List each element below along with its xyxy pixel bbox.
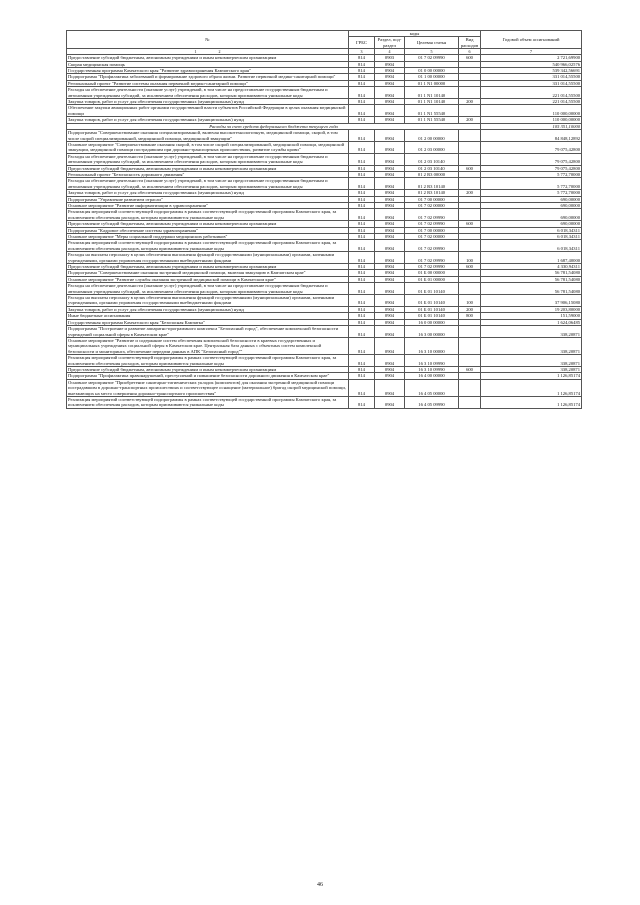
table-row [67, 379, 582, 396]
amount-cell: 5 772,70000 [481, 190, 582, 196]
amount-cell: 1 126,85174 [481, 373, 582, 379]
text-cell: Реализация мероприятий соответствующей подпрограммы в рамках соответствующей государственной программы Камчатского края, за исключением обеспечения расходов, которым присваиваются уникальные коды [67, 240, 349, 252]
text-cell: Основное мероприятие "Развитие службы оказания экстренной медицинской помощи в Камчатском крае" [67, 276, 349, 282]
text-cell: Скорая медицинская помощь [67, 61, 349, 67]
csr-cell: 16 3 10 00000 [405, 337, 459, 354]
grbs-cell: 814 [349, 196, 375, 202]
text-cell: Предоставление субсидий бюджетным, автономным учреждениям и иным некоммерческим организациям [67, 366, 349, 372]
razdel-cell: 0904 [375, 190, 405, 196]
amount-cell: 84 848,12892 [481, 130, 582, 142]
amount-cell: 79 075,42800 [481, 153, 582, 165]
table-row [67, 87, 582, 99]
csr-cell: 01 7 02 09990 [405, 209, 459, 221]
text-cell: Основное мероприятие "Развитие и содержание систем обеспечения комплексной безопасности в краевых государственных и муниципальных учреждениях социальной сферы в Камчатском крае. Центральная база данных с объектных систем комплексной безопасности и мониторинга, обеспечение передачи данных в АПК "Безопасный город"" [67, 337, 349, 354]
amount-cell: 690,00000 [481, 202, 582, 208]
grbs-cell: 814 [349, 80, 375, 86]
text-cell: Реализация мероприятий соответствующей подпрограммы в рамках соответствующей государственной программы Камчатского края, за исключением обеспечения расходов, которым присваиваются уникальные коды [67, 209, 349, 221]
subtotal-label: Расходы за счет средств федерального бюджета текущего года [67, 123, 481, 129]
amount-cell: 690,00000 [481, 196, 582, 202]
razdel-cell: 0904 [375, 221, 405, 227]
csr-cell: 01 2 00 00000 [405, 130, 459, 142]
amount-cell: 1 126,85174 [481, 396, 582, 408]
csr-cell: 01 1 N1 10140 [405, 99, 459, 105]
text-cell: Основное мероприятие "Приобретение санитарно-гигиенических укладок (комплектов) для оказания экстренной медицинской помощи пострадавшим в дорожно-транспортных происшествиях и соответствующее оснащение (материальное) бригад скорой медицинской помощи, выезжающих на место совершения дорожно-транспортного происшествия" [67, 379, 349, 396]
razdel-cell: 0904 [375, 61, 405, 67]
grbs-cell: 814 [349, 105, 375, 117]
razdel-cell: 0904 [375, 319, 405, 325]
amount-cell: 540 966,02576 [481, 61, 582, 67]
text-cell: Расходы на выплаты персоналу в целях обеспечения выполнения функций государственными (муниципальными) органами, казенными учреждениями, органами управления государственными внебюджетными фондами [67, 252, 349, 264]
grbs-cell: 814 [349, 379, 375, 396]
text-cell: Государственная программа Камчатского края "Безопасная Камчатка" [67, 319, 349, 325]
text-cell: Расходы на обеспечение деятельности (оказание услуг) учреждений, в том числе на предоставление государственным бюджетным и автономным учреждениям субсидий, за исключением обеспечения расходов, которым присваиваются уникальные коды [67, 283, 349, 295]
amount-cell: 1 624,06485 [481, 319, 582, 325]
document-page [66, 30, 581, 409]
csr-cell: 01 7 02 09990 [405, 264, 459, 270]
amount-cell: 110 000,00000 [481, 117, 582, 123]
grbs-cell: 814 [349, 171, 375, 177]
razdel-cell: 0904 [375, 276, 405, 282]
amount-cell: 338,20871 [481, 366, 582, 372]
grbs-cell: 814 [349, 227, 375, 233]
amount-cell: 690,00000 [481, 221, 582, 227]
csr-cell: 01 Б 01 10140 [405, 295, 459, 307]
csr-cell: 01 7 02 00000 [405, 202, 459, 208]
amount-cell: 110 000,00000 [481, 105, 582, 117]
razdel-cell: 0904 [375, 80, 405, 86]
razdel-cell: 0904 [375, 117, 405, 123]
amount-cell: 338,20871 [481, 326, 582, 338]
table-row [67, 326, 582, 338]
text-cell: Государственная программа Камчатского края "Развитие здравоохранения Камчатского края" [67, 68, 349, 74]
csr-cell: 16 3 10 09990 [405, 355, 459, 367]
amount-cell: 151,59000 [481, 313, 582, 319]
text-cell: Закупка товаров, работ и услуг для обеспечения государственных (муниципальных) нужд [67, 306, 349, 312]
grbs-cell: 814 [349, 130, 375, 142]
colnum: 4 [375, 49, 405, 55]
text-cell: Подпрограмма "Профилактика заболеваний и формирование здорового образа жизни. Развитие первичной медико-санитарной помощи" [67, 74, 349, 80]
vr-cell [459, 209, 481, 221]
grbs-cell: 814 [349, 337, 375, 354]
grbs-cell: 814 [349, 209, 375, 221]
table-row [67, 130, 582, 142]
vr-cell [459, 283, 481, 295]
amount-cell: 19 203,80000 [481, 306, 582, 312]
grbs-cell: 814 [349, 61, 375, 67]
csr-cell: 16 4 05 09990 [405, 396, 459, 408]
header-codes: коды [349, 31, 481, 37]
amount-cell: 6 018,34311 [481, 227, 582, 233]
csr-cell: 01 1 N1 10140 [405, 87, 459, 99]
csr-cell: 01 Б 01 10140 [405, 306, 459, 312]
header-grbs: ГРБС [349, 37, 375, 49]
table-row [67, 141, 582, 153]
amount-cell: 5 772,70000 [481, 178, 582, 190]
text-cell: Реализация мероприятий соответствующей подпрограммы в рамках соответствующей государственной программы Камчатского края, за исключением обеспечения расходов, которым присваиваются уникальные коды [67, 396, 349, 408]
amount-cell: 221 014,55500 [481, 87, 582, 99]
amount-cell: 105 351,10000 [481, 123, 582, 129]
vr-cell [459, 379, 481, 396]
grbs-cell: 814 [349, 221, 375, 227]
csr-cell: 16 4 05 00000 [405, 379, 459, 396]
csr-cell: 01 7 02 09990 [405, 221, 459, 227]
razdel-cell: 0904 [375, 264, 405, 270]
csr-cell: 01 7 02 09990 [405, 55, 459, 61]
grbs-cell: 814 [349, 319, 375, 325]
amount-cell: 4 330,94311 [481, 264, 582, 270]
text-cell: Подпрограмма "Совершенствование оказания экстренной медицинской помощи, включая эвакуацию в Камчатском крае" [67, 270, 349, 276]
text-cell: Обеспечение закупки авиационных работ органами государственной власти субъектов Российской Федерации в целях оказания медицинской помощи [67, 105, 349, 117]
vr-cell: 600 [459, 165, 481, 171]
grbs-cell: 814 [349, 270, 375, 276]
colnum: 5 [405, 49, 459, 55]
csr-cell: 16 0 00 00000 [405, 319, 459, 325]
table-row [67, 355, 582, 367]
text-cell: Основное мероприятие "Меры социальной поддержки медицинских работников" [67, 234, 349, 240]
amount-cell: 539 342,56691 [481, 68, 582, 74]
razdel-cell: 0904 [375, 326, 405, 338]
grbs-cell: 814 [349, 295, 375, 307]
text-cell: Расходы на обеспечение деятельности (оказание услуг) учреждений, в том числе на предоставление государственным бюджетным и автономным учреждениям субсидий, за исключением обеспечения расходов, которым присваиваются уникальные коды [67, 178, 349, 190]
grbs-cell: 814 [349, 141, 375, 153]
vr-cell: 200 [459, 99, 481, 105]
grbs-cell: 814 [349, 74, 375, 80]
vr-cell: 600 [459, 264, 481, 270]
grbs-cell: 814 [349, 283, 375, 295]
vr-cell [459, 178, 481, 190]
csr-cell: 01 7 02 09990 [405, 252, 459, 264]
csr-cell: 01 Б 01 10140 [405, 283, 459, 295]
razdel-cell: 0904 [375, 99, 405, 105]
csr-cell: 01 1 N1 55540 [405, 105, 459, 117]
razdel-cell: 0904 [375, 105, 405, 117]
vr-cell [459, 141, 481, 153]
razdel-cell: 0904 [375, 153, 405, 165]
csr-cell: 01 Б 00 00000 [405, 270, 459, 276]
grbs-cell: 814 [349, 178, 375, 190]
csr-cell: 16 4 00 00000 [405, 373, 459, 379]
csr-cell: 01 2 R3 10140 [405, 178, 459, 190]
csr-cell: 01 7 02 00000 [405, 234, 459, 240]
csr-cell: 16 3 00 00000 [405, 326, 459, 338]
grbs-cell: 814 [349, 326, 375, 338]
vr-cell [459, 87, 481, 99]
amount-cell: 221 014,55500 [481, 99, 582, 105]
vr-cell: 200 [459, 117, 481, 123]
text-cell: Подпрограмма "Кадровое обеспечение системы здравоохранения" [67, 227, 349, 233]
razdel-cell: 0904 [375, 171, 405, 177]
grbs-cell: 814 [349, 396, 375, 408]
header-razdel: Раздел, под-раздел [375, 37, 405, 49]
header-vr: Вид расходов [459, 37, 481, 49]
page-number: 46 [317, 882, 323, 888]
vr-cell [459, 355, 481, 367]
table-row [67, 252, 582, 264]
vr-cell [459, 130, 481, 142]
table-row [67, 209, 582, 221]
amount-cell: 5 772,70000 [481, 171, 582, 177]
csr-cell: 01 Б 01 00000 [405, 276, 459, 282]
header-number: № [67, 31, 349, 49]
text-cell: Региональный проект "Безопасность дорожного движения" [67, 171, 349, 177]
grbs-cell: 814 [349, 373, 375, 379]
csr-cell: 01 2 03 00000 [405, 141, 459, 153]
amount-cell: 331 014,55500 [481, 74, 582, 80]
grbs-cell: 814 [349, 117, 375, 123]
text-cell: Закупка товаров, работ и услуг для обеспечения государственных (муниципальных) нужд [67, 190, 349, 196]
grbs-cell: 814 [349, 153, 375, 165]
csr-cell: 01 Б 01 10140 [405, 313, 459, 319]
grbs-cell: 814 [349, 252, 375, 264]
vr-cell [459, 153, 481, 165]
amount-cell: 1 687,40000 [481, 252, 582, 264]
razdel-cell: 0904 [375, 252, 405, 264]
razdel-cell: 0904 [375, 240, 405, 252]
vr-cell: 600 [459, 221, 481, 227]
amount-cell: 79 075,42800 [481, 165, 582, 171]
text-cell: Иные бюджетные ассигнования [67, 313, 349, 319]
grbs-cell: 814 [349, 87, 375, 99]
text-cell: Подпрограмма "Профилактика правонарушений, преступлений и повышение безопасности дорожного движения в Камчатском крае" [67, 373, 349, 379]
razdel-cell: 0904 [375, 141, 405, 153]
header-csr: Целевая статья [405, 37, 459, 49]
grbs-cell: 814 [349, 366, 375, 372]
grbs-cell: 814 [349, 313, 375, 319]
razdel-cell: 0904 [375, 130, 405, 142]
csr-cell: 01 2 R3 10140 [405, 190, 459, 196]
razdel-cell: 0904 [375, 165, 405, 171]
amount-cell: 690,00000 [481, 209, 582, 221]
razdel-cell: 0904 [375, 379, 405, 396]
colnum: 1 2 [67, 49, 349, 55]
text-cell: Реализация мероприятий соответствующей подпрограммы в рамках соответствующей государственной программы Камчатского края, за исключением обеспечения расходов, которым присваиваются уникальные коды [67, 355, 349, 367]
text-cell: Основное мероприятие "Развитие информатизации в здравоохранении" [67, 202, 349, 208]
csr-cell: 01 7 02 09990 [405, 240, 459, 252]
table-row [67, 153, 582, 165]
vr-cell: 600 [459, 366, 481, 372]
amount-cell: 338,20871 [481, 355, 582, 367]
vr-cell [459, 396, 481, 408]
csr-cell: 16 3 10 09990 [405, 366, 459, 372]
razdel-cell: 0904 [375, 196, 405, 202]
razdel-cell: 0904 [375, 355, 405, 367]
text-cell: Подпрограмма "Совершенствование оказания специализированной, включая высокотехнологичную, медицинской помощи, скорой, в том числе скорой специализированной, медицинской помощи, медицинской эвакуации" [67, 130, 349, 142]
razdel-cell: 0904 [375, 295, 405, 307]
razdel-cell: 0904 [375, 306, 405, 312]
csr-cell: 01 2 R3 00000 [405, 171, 459, 177]
grbs-cell: 814 [349, 276, 375, 282]
vr-cell: 200 [459, 306, 481, 312]
csr-cell: 01 7 00 00000 [405, 227, 459, 233]
grbs-cell: 814 [349, 190, 375, 196]
grbs-cell: 814 [349, 234, 375, 240]
amount-cell: 6 018,34311 [481, 240, 582, 252]
grbs-cell: 814 [349, 355, 375, 367]
text-cell: Расходы на обеспечение деятельности (оказание услуг) учреждений, в том числе на предоставление государственным бюджетным и автономным учреждениям субсидий, за исключением обеспечения расходов, которым присваиваются уникальные коды [67, 153, 349, 165]
grbs-cell: 814 [349, 264, 375, 270]
text-cell: Предоставление субсидий бюджетным, автономным учреждениям и иным некоммерческим организациям [67, 55, 349, 61]
razdel-cell: 0903 [375, 55, 405, 61]
csr-cell: 01 1 N1 00000 [405, 80, 459, 86]
table-row [67, 337, 582, 354]
vr-cell: 800 [459, 313, 481, 319]
vr-cell: 100 [459, 252, 481, 264]
csr-cell: 01 7 00 00000 [405, 196, 459, 202]
razdel-cell: 0904 [375, 313, 405, 319]
text-cell: Закупка товаров, работ и услуг для обеспечения государственных (муниципальных) нужд [67, 99, 349, 105]
table-row [67, 105, 582, 117]
vr-cell [459, 105, 481, 117]
table-row [67, 295, 582, 307]
text-cell: Подпрограмма "Управление развитием отрасли" [67, 196, 349, 202]
razdel-cell: 0904 [375, 209, 405, 221]
grbs-cell: 814 [349, 55, 375, 61]
text-cell: Предоставление субсидий бюджетным, автономным учреждениям и иным некоммерческим организациям [67, 264, 349, 270]
razdel-cell: 0904 [375, 234, 405, 240]
colnum: 7 [481, 49, 582, 55]
amount-cell: 6 018,34311 [481, 234, 582, 240]
csr-cell: 01 0 00 00000 [405, 68, 459, 74]
budget-table [66, 30, 582, 409]
razdel-cell: 0904 [375, 270, 405, 276]
razdel-cell: 0904 [375, 178, 405, 190]
razdel-cell: 0904 [375, 373, 405, 379]
vr-cell: 600 [459, 55, 481, 61]
table-row [67, 396, 582, 408]
vr-cell [459, 240, 481, 252]
amount-cell: 56 781,54080 [481, 270, 582, 276]
text-cell: Подпрограмма "Построение и развитие аппаратно-программного комплекса "Безопасный город", обеспечение комплексной безопасности учреждений социальной сферы в Камчатском крае" [67, 326, 349, 338]
text-cell: Региональный проект "Развитие системы оказания первичной медико-санитарной помощи" [67, 80, 349, 86]
grbs-cell: 814 [349, 306, 375, 312]
vr-cell [459, 337, 481, 354]
razdel-cell: 0904 [375, 337, 405, 354]
csr-cell: 01 1 N1 55540 [405, 117, 459, 123]
csr-cell: 01 2 03 10140 [405, 165, 459, 171]
vr-cell: 100 [459, 295, 481, 307]
amount-cell: 56 781,54080 [481, 283, 582, 295]
table-row [67, 283, 582, 295]
grbs-cell: 814 [349, 202, 375, 208]
text-cell: Закупка товаров, работ и услуг для обеспечения государственных (муниципальных) нужд [67, 117, 349, 123]
razdel-cell: 0904 [375, 283, 405, 295]
amount-cell: 79 075,42800 [481, 141, 582, 153]
table-row [67, 240, 582, 252]
amount-cell: 37 906,15080 [481, 295, 582, 307]
grbs-cell: 814 [349, 240, 375, 252]
razdel-cell: 0904 [375, 68, 405, 74]
text-cell: Расходы на выплаты персоналу в целях обеспечения выполнения функций государственными (муниципальными) органами, казенными учреждениями, органами управления государственными внебюджетными фондами [67, 295, 349, 307]
colnum: 6 [459, 49, 481, 55]
amount-cell: 331 014,55500 [481, 80, 582, 86]
vr-cell: 200 [459, 190, 481, 196]
text-cell: Предоставление субсидий бюджетным, автономным учреждениям и иным некоммерческим организациям [67, 165, 349, 171]
colnum: 3 [349, 49, 375, 55]
amount-cell: 56 781,54080 [481, 276, 582, 282]
header-amount: Годовой объем ассигнований [481, 31, 582, 49]
razdel-cell: 0904 [375, 87, 405, 99]
grbs-cell: 814 [349, 68, 375, 74]
razdel-cell: 0904 [375, 396, 405, 408]
amount-cell: 1 126,85174 [481, 379, 582, 396]
vr-cell [459, 326, 481, 338]
text-cell: Расходы на обеспечение деятельности (оказание услуг) учреждений, в том числе на предоставление государственным бюджетным и автономным учреждениям субсидий, за исключением обеспечения расходов, которым присваиваются уникальные коды [67, 87, 349, 99]
amount-cell: 2 721,69900 [481, 55, 582, 61]
razdel-cell: 0904 [375, 227, 405, 233]
grbs-cell: 814 [349, 99, 375, 105]
grbs-cell: 814 [349, 165, 375, 171]
table-row [67, 178, 582, 190]
csr-cell: 01 2 03 10140 [405, 153, 459, 165]
csr-cell: 01 1 00 00000 [405, 74, 459, 80]
text-cell: Основное мероприятие "Совершенствование оказания скорой, в том числе скорой специализированной, медицинской помощи, медицинской эвакуации, медицинской помощи пострадавшим при дорожно-транспортных происшествиях, развитие службы крови" [67, 141, 349, 153]
amount-cell: 338,20871 [481, 337, 582, 354]
razdel-cell: 0904 [375, 74, 405, 80]
razdel-cell: 0904 [375, 366, 405, 372]
razdel-cell: 0904 [375, 202, 405, 208]
text-cell: Предоставление субсидий бюджетным, автономным учреждениям и иным некоммерческим организациям [67, 221, 349, 227]
